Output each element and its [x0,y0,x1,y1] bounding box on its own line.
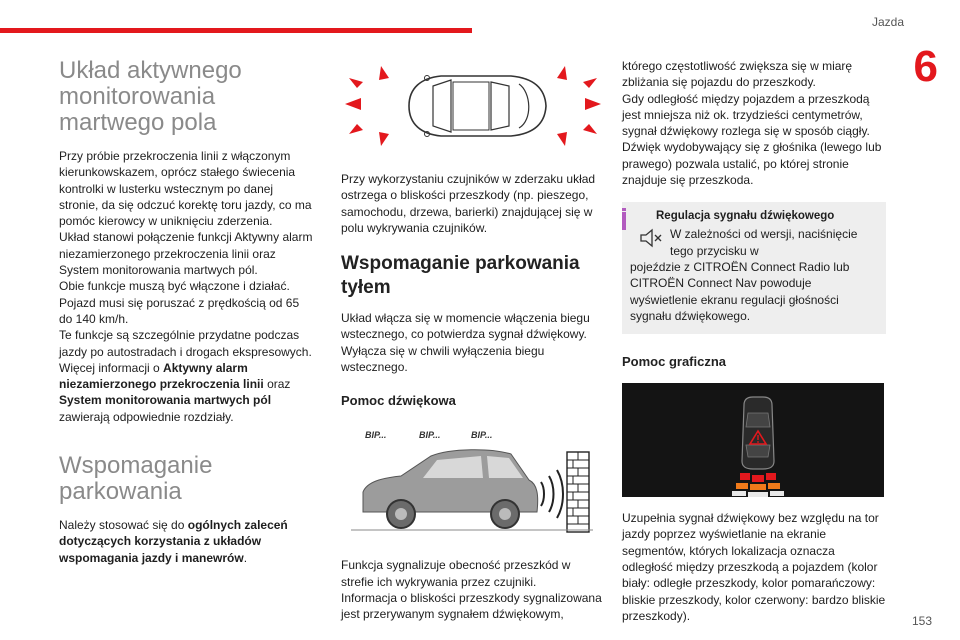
info-icon [622,208,626,211]
paragraph: Obie funkcje muszą być włączone i działać. [59,279,290,294]
info-title: Regulacja sygnału dźwiękowego [656,210,835,223]
column-middle [341,58,605,623]
heading-blind-spot: Układ aktywnego monitorowania martwego pola [59,57,242,136]
page-number: 153 [911,614,932,628]
paragraph: Dźwięk wydobywający się z głośnika (lewego lub prawego) pozwala ustalić, po której stronie znajduje się przeszkoda. [622,140,882,188]
info-box-volume [622,202,886,334]
paragraph: którego częstotliwość zwiększa się w miarę zbliżania się pojazdu do przeszkody. [622,59,853,90]
speaker-mute-icon [638,226,664,250]
paragraph: Przy wykorzystaniu czujników w zderzaku układ ostrzega o bliskości przeszkody (np. pieszego, samochodu, drzewa, barierki) znajdującej się w polu wykrywania czujników. [341,172,596,235]
bip-label: BIP... [419,430,441,441]
paragraph-references: Więcej informacji o Aktywny alarm niezamierzonego przekroczenia linii oraz System monitorowania martwych pól zawierają odpowiednie rozdziały. [59,360,291,424]
heading-audible-aid: Pomoc dźwiękowa [341,393,456,409]
chapter-number: 6 [913,42,938,91]
paragraph: Gdy odległość między pojazdem a przeszkodą jest mniejsza niż ok. trzydzieści centymetrów, sygnał dźwiękowy rozlega się w sposób ciągły. [622,91,870,139]
info-text: pojeździe z CITROËN Connect Radio lub CITROËN Connect Nav powoduje wyświetlenie ekranu regulacji głośności sygnału dźwiękowego. [630,259,850,323]
paragraph: Wyłącza się w chwili wyłączenia biegu wstecznego. [341,343,545,375]
paragraph: Te funkcje są szczególnie przydatne podczas jazdy po autostradach i drogach ekspresowych. [59,328,312,359]
ref-blind-spot: System monitorowania martwych pól [59,393,272,408]
ref-general-recommendations: ogólnych zaleceń dotyczących korzystania z układów wspomagania jazdy i manewrów [59,518,288,565]
chapter-bar [0,28,472,33]
heading-graphic-aid: Pomoc graficzna [622,354,727,370]
bip-label: BIP... [471,430,493,441]
car-side-beep-figure [341,422,605,542]
car-top-view-sensors-figure [341,58,605,154]
paragraph: Układ włącza się w momencie włączenia biegu wstecznego, co potwierdza sygnał dźwiękowy. [341,311,590,342]
column-left [59,58,314,566]
heading-rear-parking: Wspomaganie parkowania tyłem [341,253,580,299]
paragraph: Przy próbie przekroczenia linii z włączonym kierunkowskazem, oprócz stałego świecenia kontrolki w lusterku wstecznym po danej stronie, da się odczuć korektę toru jazdy, co ma pomóc kierowcy w uniknięciu zderzenia. [59,149,312,229]
section-name: Jazda [871,15,904,29]
paragraph: Funkcja sygnalizuje obecność przeszkód w strefie ich wykrywania przez czujniki. [341,558,571,589]
paragraph: Pojazd musi się poruszać z prędkością od 65 do 140 km/h. [59,295,300,326]
bip-label: BIP... [365,430,387,441]
parking-screen-figure [622,383,884,497]
heading-park-assist: Wspomaganie parkowania [59,452,213,506]
ref-lane-departure: Aktywny alarm niezamierzonego przekroczenia linii [59,360,264,392]
paragraph-recommendations: Należy stosować się do ogólnych zaleceń dotyczących korzystania z układów wspomagania jazdy i manewrów. [59,518,288,565]
paragraph: Informacja o bliskości przeszkody sygnalizowana jest przerywanym sygnałem dźwiękowym, [341,590,602,622]
column-right [622,58,886,624]
info-text: W zależności od wersji, naciśnięcie tego przycisku w [670,227,858,258]
paragraph: Układ stanowi połączenie funkcji Aktywny alarm niezamierzonego przekroczenia linii oraz System monitorowania martwych pól. [59,230,313,278]
paragraph: Uzupełnia sygnał dźwiękowy bez względu na tor jazdy poprzez wyświetlanie na ekranie segmentów, których lokalizacja oznacza odległość między przeszkodą a pojazdem (kolor biały: odległe przeszkody, kolor pomarańczowy: bliskie przeszkody, kolor czerwony: bardzo bliskie przeszkody). [622,511,886,623]
